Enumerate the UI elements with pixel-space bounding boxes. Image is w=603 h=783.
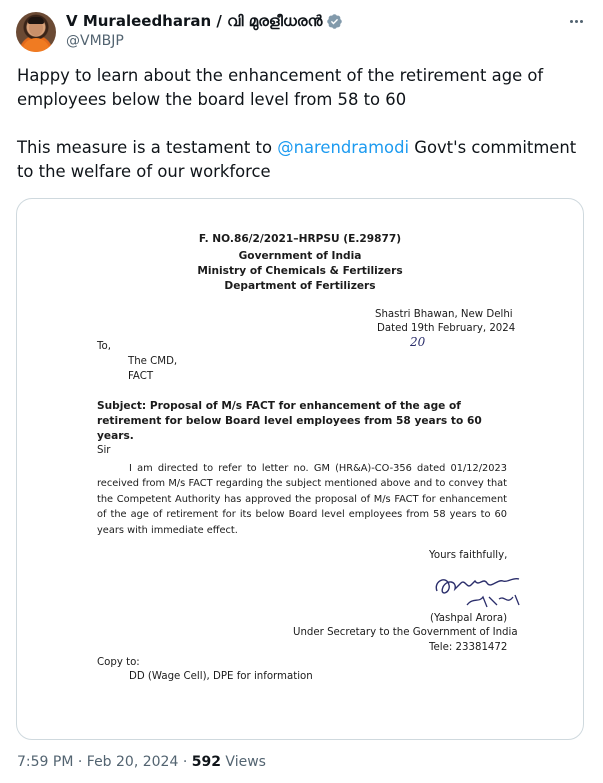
doc-salutation: Sir (97, 445, 111, 456)
doc-department: Department of Fertilizers (224, 280, 376, 292)
views-label: Views (220, 754, 266, 770)
attached-document-image[interactable] (16, 198, 584, 740)
doc-to: To, (97, 341, 111, 352)
doc-to-fact: FACT (128, 371, 154, 382)
tweet-paragraph-1: Happy to learn about the enhancement of the retirement age of employees below the board level from 58 to 60 (17, 66, 544, 109)
doc-body: I am directed to refer to letter no. GM (HR&A)-CO-356 dated 01/12/2023 received from M/s FACT regarding the subject mentioned above and to convey that the Competent Authority has approved the proposal of M/s FACT for enhancement of the age of retirement for its below Board level employees from 58 years to 60 years with immediate effect. (97, 463, 507, 536)
doc-copy-item: DD (Wage Cell), DPE for information (129, 671, 313, 682)
handwritten-date: 20 (410, 335, 426, 349)
doc-place: Shastri Bhawan, New Delhi (375, 309, 513, 320)
doc-govt: Government of India (238, 250, 362, 262)
doc-closing: Yours faithfully, (429, 550, 508, 561)
doc-ministry: Ministry of Chemicals & Fertilizers (197, 265, 403, 277)
tweet-text-before-mention: This measure is a testament to (17, 138, 278, 157)
more-options-icon[interactable] (565, 12, 587, 30)
doc-to-cmd: The CMD, (128, 356, 178, 367)
tweet-time[interactable]: 7:59 PM (17, 754, 74, 770)
doc-signatory: (Yashpal Arora) (430, 613, 508, 624)
avatar-shirt (22, 38, 50, 52)
doc-copy-to: Copy to: (97, 657, 140, 668)
letter-document (17, 199, 583, 739)
tweet-date[interactable]: Feb 20, 2024 (86, 754, 179, 770)
doc-subject: Subject: Proposal of M/s FACT for enhancement of the age of retirement for below Board level employees from 58 years to 60 years. (97, 400, 482, 442)
author-display-name[interactable]: V Muraleedharan / വി മുരളീധരൻ (66, 12, 323, 30)
doc-designation: Under Secretary to the Government of India (293, 627, 518, 638)
tweet-text-after-mention: Govt's commitment to the welfare of our workforce (17, 138, 577, 181)
views-count: 592 (191, 754, 221, 770)
doc-file-number: F. NO.86/2/2021–HRPSU (E.29877) (198, 233, 402, 245)
author-name-row (66, 12, 343, 30)
tweet-text (17, 64, 587, 184)
doc-tele: Tele: 23381472 (429, 642, 508, 653)
doc-dated: Dated 19th February, 2024 (377, 323, 516, 334)
meta-separator: · (73, 754, 87, 770)
tweet-metadata (17, 754, 266, 770)
meta-separator-2: · (178, 754, 192, 770)
author-avatar[interactable] (16, 12, 56, 52)
avatar-hair (28, 17, 44, 24)
signature-image (427, 567, 527, 611)
verified-badge-icon (326, 13, 343, 30)
mention-link[interactable]: @narendramodi (277, 138, 410, 157)
author-handle[interactable]: @VMBJP (66, 33, 124, 49)
tweet-paragraph-2 (17, 136, 587, 184)
